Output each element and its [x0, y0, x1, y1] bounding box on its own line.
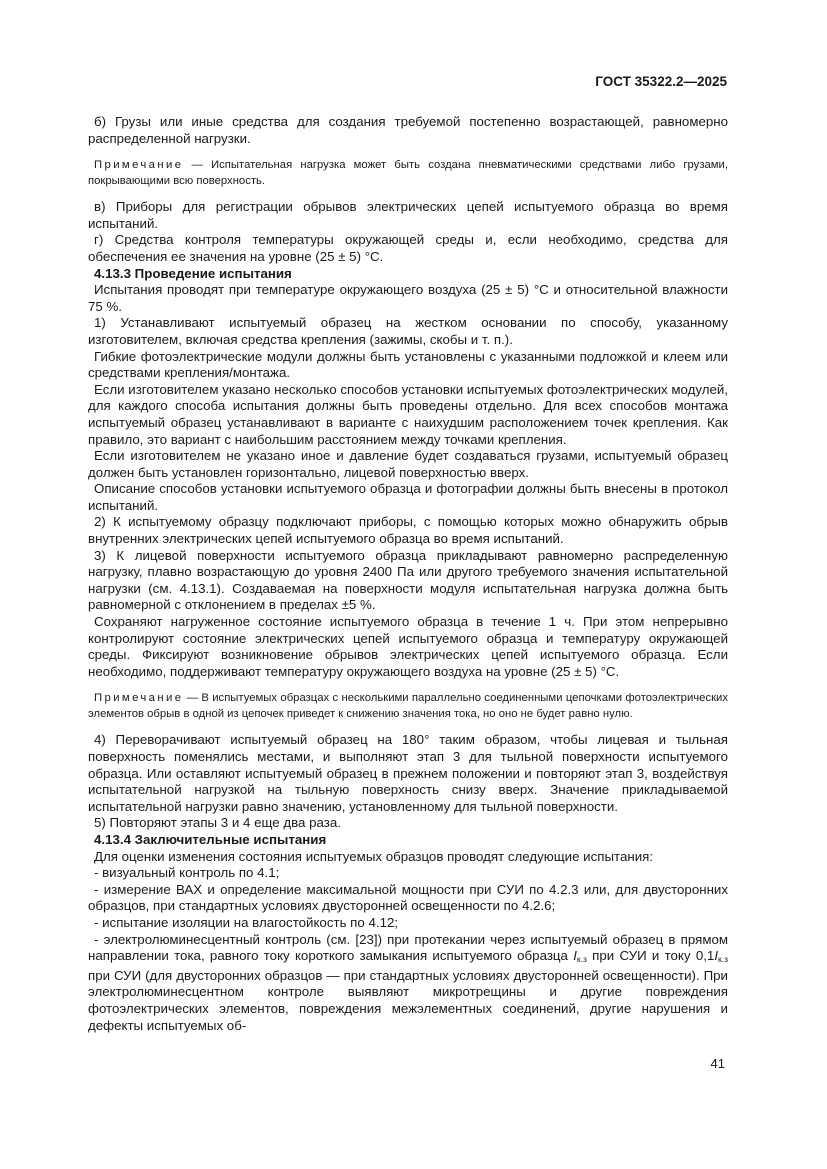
paragraph-item-b: б) Грузы или иные средства для создания требуемой постепенно возрастающей, равномерно распределенной нагрузки. — [88, 114, 728, 146]
note-label: Примечание — [94, 159, 184, 172]
paragraph-item-v: в) Приборы для регистрации обрывов электрических цепей испытуемого образца во время испытаний. — [88, 199, 728, 231]
paragraph-item-g: г) Средства контроля температуры окружающей среды и, если необходимо, средства для обеспечения ее значения на уровне (25 ± 5) °С. — [88, 232, 728, 264]
paragraph: Описание способов установки испытуемого образца и фотографии должны быть внесены в протокол испытаний. — [88, 481, 728, 513]
note-paragraph — [88, 690, 728, 722]
list-item: - визуальный контроль по 4.1; — [94, 865, 280, 881]
list-item-text: при СУИ (для двусторонних образцов — при стандартных условиях двусторонней освещенности). При электролюминесцентном контроле выявляют микротрещины и другие повреждения фотоэлектрических элементов, повреждения межэлементных соединений, другие нарушения и дефекты испытуемых об- — [88, 967, 728, 1033]
current-symbol: I — [573, 948, 577, 964]
note-text: — В испытуемых образцах с несколькими параллельно соединенными цепочками фотоэлектрических элементов обрыв в одной из цепочек приведет к снижению значения тока, но оно не будет равно нулю. — [88, 692, 728, 721]
document-code-header: ГОСТ 35322.2—2025 — [595, 74, 727, 89]
note-label: Примечание — [94, 692, 184, 705]
paragraph: Если изготовителем не указано иное и давление будет создаваться грузами, испытуемый образец должен быть установлен горизонтально, лицевой поверхностью вверх. — [88, 448, 728, 480]
page-number: 41 — [710, 1056, 725, 1071]
section-heading-4-13-4: 4.13.4 Заключительные испытания — [94, 831, 327, 847]
paragraph: Гибкие фотоэлектрические модули должны быть установлены с указанными подложкой и клеем или средствами крепления/монтажа. — [88, 348, 728, 381]
paragraph: 3) К лицевой поверхности испытуемого образца прикладывают равномерно распределенную нагрузку, плавно возрастающую до уровня 2400 Па или другого требуемого значения испытательной нагрузки (см. 4.13.1). Создаваемая на поверхности модуля испытательная нагрузка должна быть равномерной с отклонением в пределах ±5 %. — [88, 547, 728, 613]
list-item-text: - электролюминесцентный контроль (см. [23]) при протекании через испытуемый образец в прямом направлении тока, равного току короткого замыкания испытуемого образца — [88, 931, 728, 964]
paragraph: Если изготовителем указано несколько способов установки испытуемых фотоэлектрических модулей, для каждого способа испытания должны быть проведены отдельно. Для всех способов монтажа испытуемый образец устанавливают в варианте с наихудшим расположением точек крепления. Как правило, это вариант с наибольшим расстоянием между точками крепления. — [88, 381, 728, 447]
list-item: - испытание изоляции на влагостойкость по 4.12; — [94, 914, 399, 930]
section-heading-4-13-3: 4.13.3 Проведение испытания — [94, 265, 292, 281]
paragraph: 1) Устанавливают испытуемый образец на жестком основании по способу, указанному изготовителем, включая средства крепления (зажимы, скобы и т. п.). — [88, 315, 728, 347]
list-item-text: при СУИ и току 0,1 — [586, 948, 715, 964]
note-text: — Испытательная нагрузка может быть создана пневматическими средствами либо грузами, покрывающими всю поверхность. — [88, 159, 728, 188]
paragraph: Сохраняют нагруженное состояние испытуемого образца в течение 1 ч. При этом непрерывно контролируют состояние электрических цепей испытуемого образца и температуру окружающей среды. Фиксируют возникновение обрывов электрических цепей испытуемого образца. Если необходимо, поддерживают температуру окружающего воздуха на уровне (25 ± 5) °С. — [88, 614, 728, 679]
note-paragraph — [88, 157, 728, 189]
current-subscript: к.з — [718, 954, 728, 965]
paragraph: 4) Переворачивают испытуемый образец на 180° таким образом, чтобы лицевая и тыльная поверхность поменялись местами, и выполняют этап 3 для тыльной поверхности испытуемого образца. Или оставляют испытуемый образец в прежнем положении и повторяют этап 3, воздействуя испытательной нагрузкой на тыльную поверхность снизу вверх. Значение прикладываемой испытательной нагрузки равно значению, установленному для тыльной поверхности. — [88, 732, 728, 814]
list-item: - измерение ВАХ и определение максимальной мощности при СУИ по 4.2.3 или, для двусторонних образцов, при стандартных условиях двусторонней освещенности по 4.2.6; — [88, 881, 728, 914]
current-symbol: I — [714, 948, 719, 964]
current-subscript: к.з — [576, 954, 587, 965]
paragraph: 2) К испытуемому образцу подключают приборы, с помощью которых можно обнаружить обрыв внутренних электрических цепей испытуемого образца во время испытаний. — [88, 514, 728, 547]
page-content — [88, 114, 728, 1034]
list-item — [88, 932, 728, 1035]
paragraph: Испытания проводят при температуре окружающего воздуха (25 ± 5) °С и относительной влажности 75 %. — [88, 282, 728, 314]
paragraph: Для оценки изменения состояния испытуемых образцов проводят следующие испытания: — [94, 848, 654, 864]
paragraph: 5) Повторяют этапы 3 и 4 еще два раза. — [94, 815, 341, 831]
